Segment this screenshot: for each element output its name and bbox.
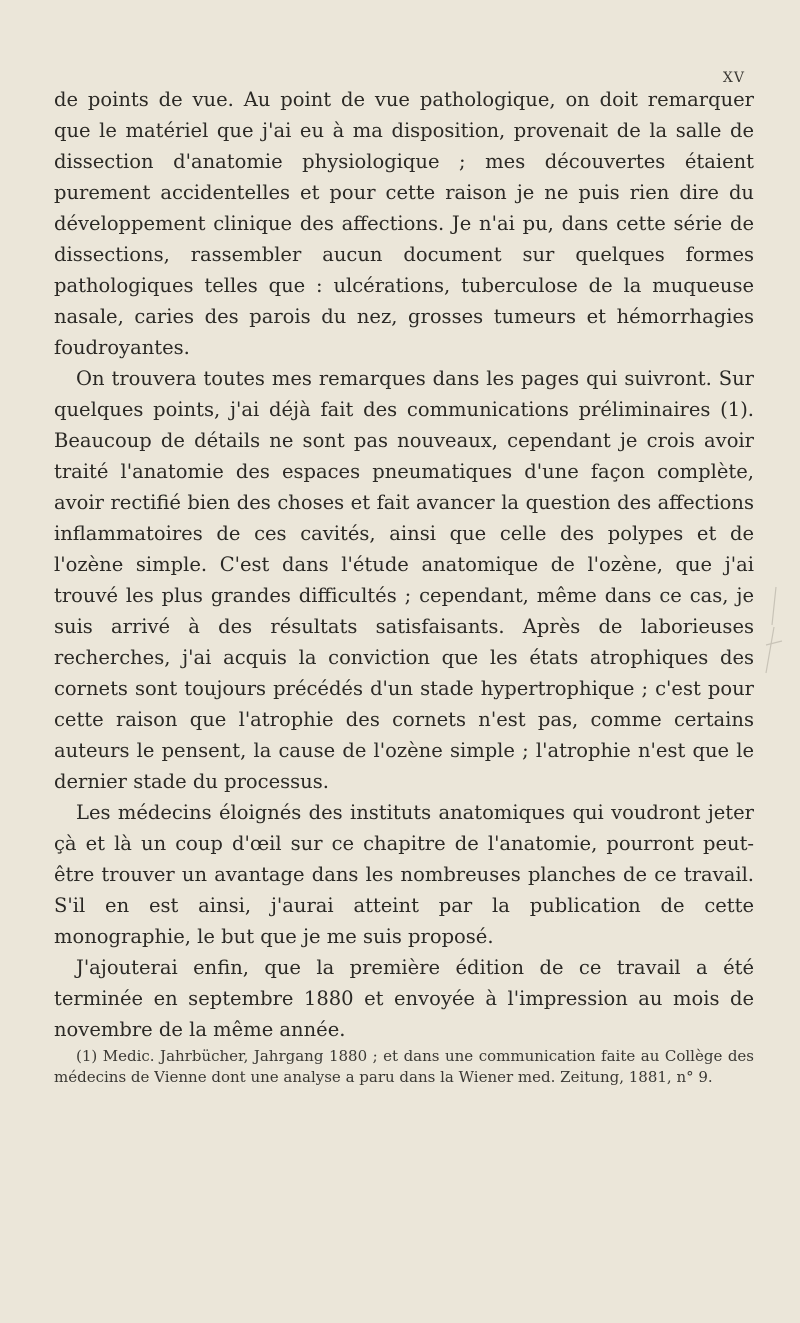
margin-pencil-mark bbox=[762, 585, 786, 675]
footnote: (1) Medic. Jahrbücher, Jahrgang 1880 ; et dans une communication faite au Collège des médecins de Vienne dont une analyse a paru dans la Wiener med. Zeitung, 1881, n° 9. bbox=[54, 1047, 754, 1086]
page-number: XV bbox=[722, 70, 745, 86]
paragraph-3: Les médecins éloignés des instituts anatomiques qui voudront jeter çà et là un coup d'œil sur ce chapitre de l'anatomie, pourront peut-être trouver un avantage dans les nombreuses planches de ce travail. S'il en est ainsi, j'aurai atteint par la publication de cette monographie, le but que je me suis proposé. bbox=[54, 801, 754, 948]
paragraph-4: J'ajouterai enfin, que la première édition de ce travail a été terminée en septembre 1880 et envoyée à l'impression au mois de novembre de la même année. bbox=[54, 956, 754, 1041]
paragraph-2: On trouvera toutes mes remarques dans les pages qui suivront. Sur quelques points, j'ai déjà fait des communications préliminaires (1). Beaucoup de détails ne sont pas nouveaux, cependant je crois avoir traité l'anatomie des espaces pneumatiques d'une façon complète, avoir rectifié bien des choses et fait avancer la question des affections inflammatoires de ces cavités, ainsi que celle des polypes et de l'ozène simple. C'est dans l'étude anatomique de l'ozène, que j'ai trouvé les plus grandes difficultés ; cependant, même dans ce cas, je suis arrivé à des résultats satisfaisants. Après de laborieuses recherches, j'ai acquis la conviction que les états atrophiques des cornets sont toujours précédés d'un stade hypertrophique ; c'est pour cette raison que l'atrophie des cornets n'est pas, comme certains auteurs le pensent, la cause de l'ozène simple ; l'atrophie n'est que le dernier stade du processus. bbox=[54, 367, 754, 793]
body-text bbox=[54, 84, 754, 1045]
paragraph-1: de points de vue. Au point de vue pathologique, on doit remarquer que le matériel que j'ai eu à ma disposition, provenait de la salle de dissection d'anatomie physiologique ; mes découvertes étaient purement accidentelles et pour cette raison je ne puis rien dire du développement clinique des affections. Je n'ai pu, dans cette série de dissections, rassembler aucun document sur quelques formes pathologiques telles que : ulcérations, tuberculose de la muqueuse nasale, caries des parois du nez, grosses tumeurs et hémorrhagies foudroyantes. bbox=[54, 88, 754, 359]
